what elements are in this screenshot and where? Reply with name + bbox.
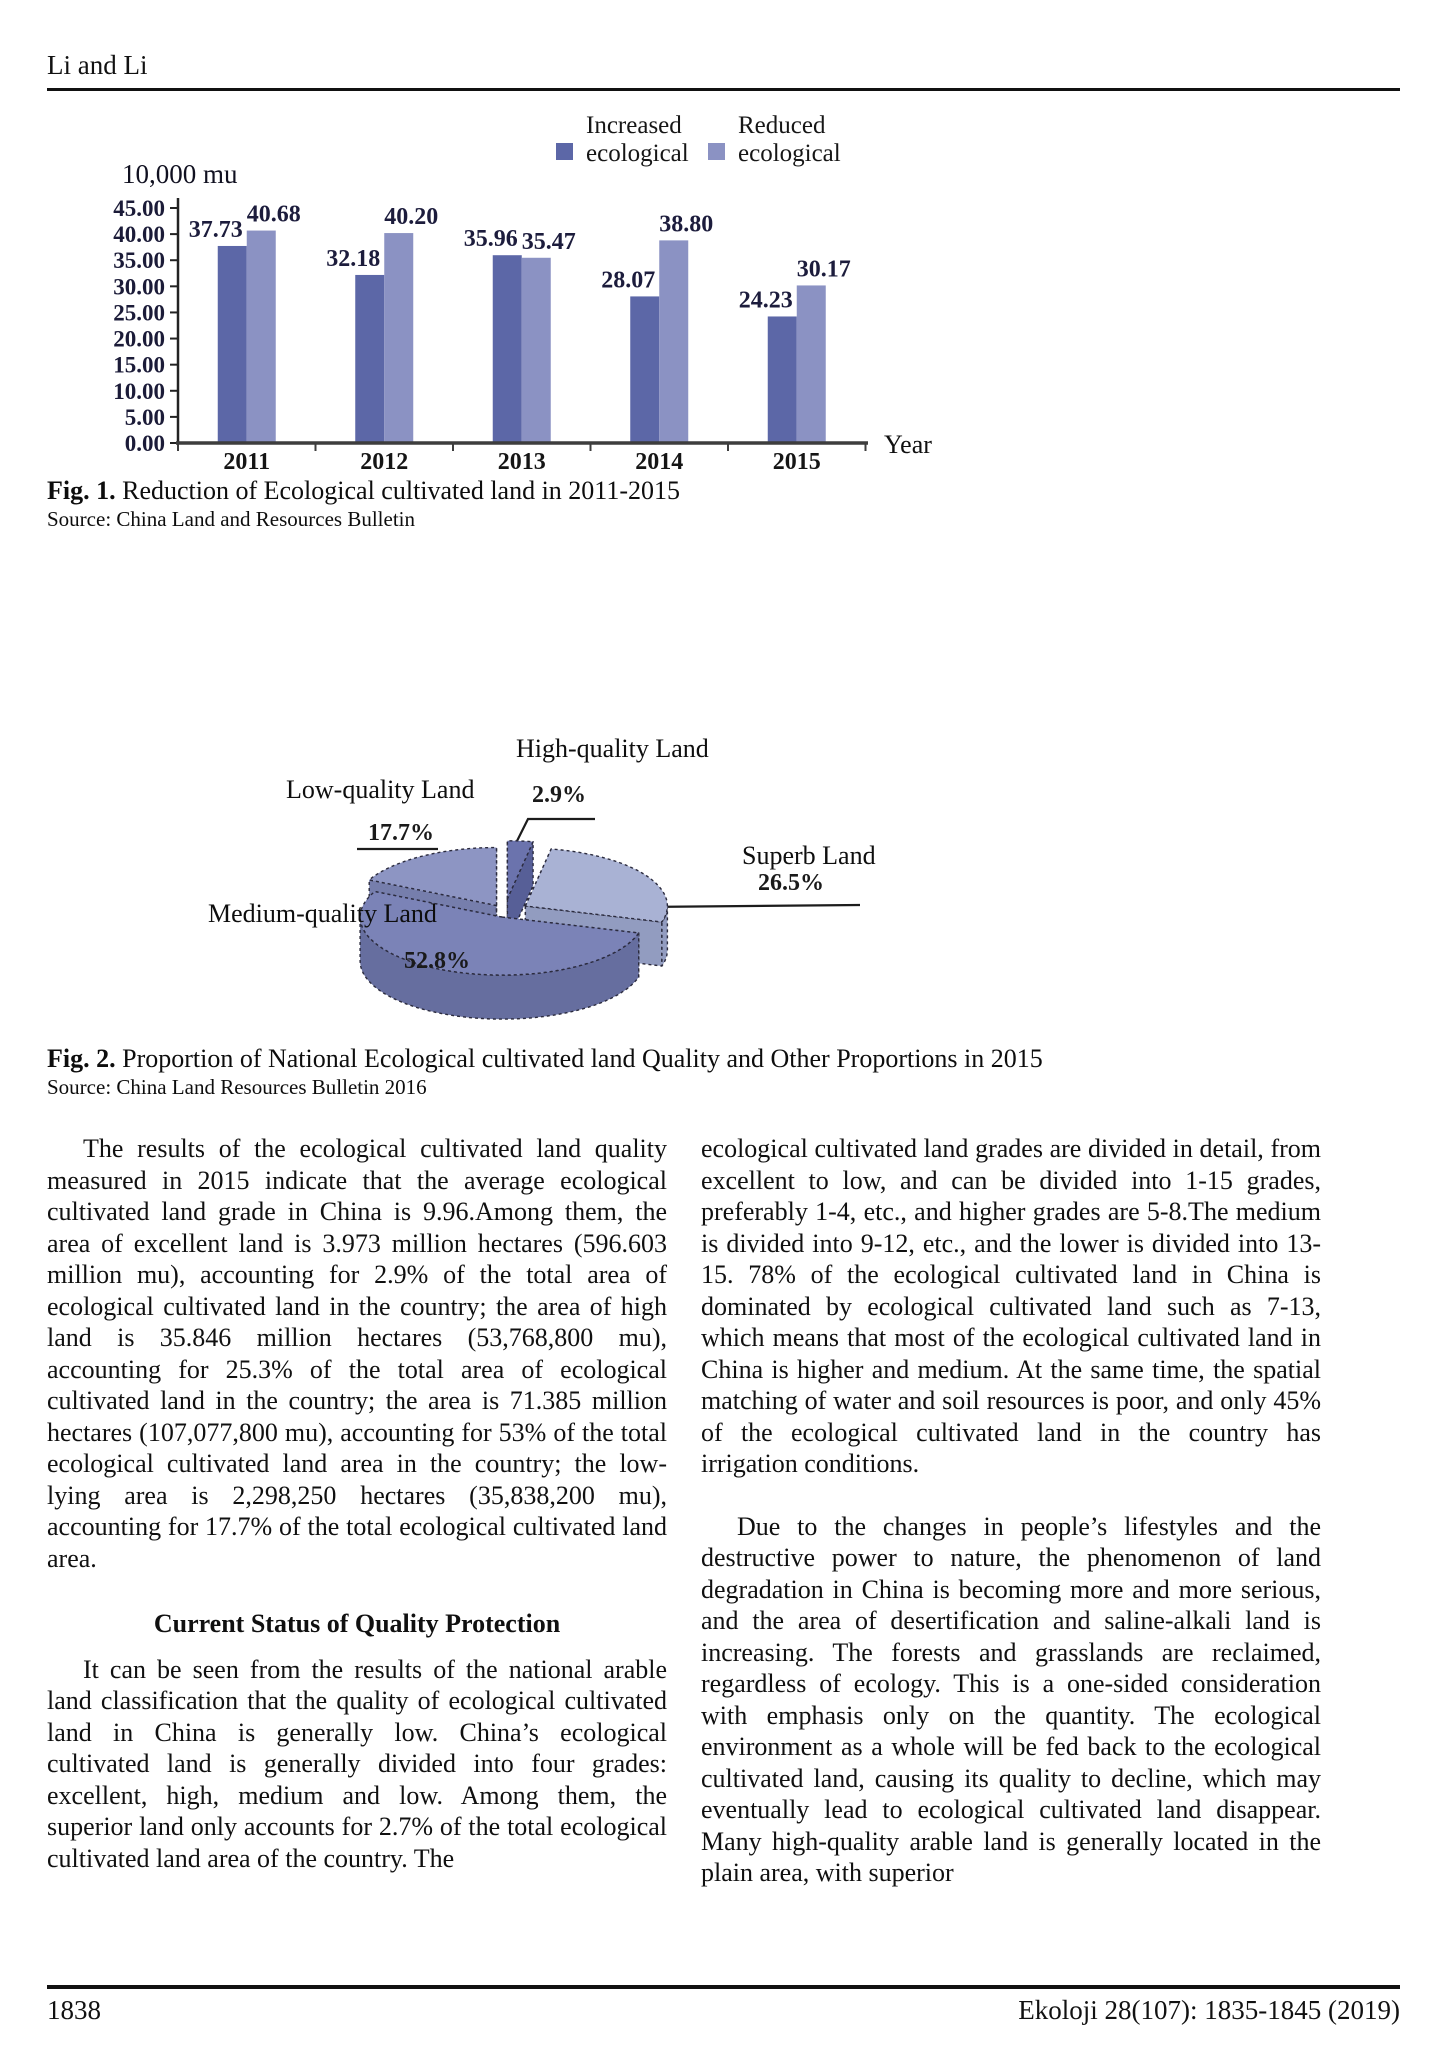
x-tick-label: 2011 [223, 449, 271, 475]
pie-value-high-quality: 2.9% [532, 782, 586, 808]
x-tick-label: 2013 [497, 449, 546, 475]
bar-2013-1 [522, 258, 551, 443]
header-rule [47, 88, 1400, 91]
pie-value-low-quality: 17.7% [368, 820, 434, 846]
pie-label-superb: Superb Land [742, 841, 876, 870]
y-tick-label: 0.00 [124, 431, 165, 456]
legend-swatch-reduced [708, 143, 725, 160]
bar-2014-1 [659, 240, 688, 443]
y-tick-label: 10.00 [113, 378, 165, 404]
bar-value-label: 30.17 [796, 256, 851, 283]
bar-2015-0 [768, 316, 797, 443]
section-heading: Current Status of Quality Protection [153, 1609, 561, 1638]
paragraph: ecological cultivated land grades are divided in detail, from excellent to low, and can be divided into 1-15 grades, preferably 1-4, etc., and higher grades are 5-8.The medium is divided into 9-12, etc., and the lower is divided into 13-15. 78% of the ecological cultivated land in China is dominated by ecological cultivated land such as 7-13, which means that most of the ecological cultivated land in China is higher and medium. At the same time, the spatial matching of water and soil resources is poor, and only 45% of the ecological cultivated land in the country has irrigation conditions. [701, 1134, 1321, 1478]
bar-value-label: 40.20 [384, 204, 439, 231]
paragraph: It can be seen from the results of the national arable land classification that the quality of ecological cultivated land in China is generally low. China’s ecological cultivated land is generally divided into four grades: excellent, high, medium and low. Among them, the superior land only accounts for 2.7% of the total ecological cultivated land area of the country. The [47, 1654, 667, 1873]
y-tick-label: 5.00 [124, 404, 165, 430]
y-tick-label: 25.00 [113, 300, 165, 326]
figure1-caption [47, 476, 680, 506]
body-column-right [701, 1133, 1321, 1889]
x-axis-title: Year [884, 430, 932, 459]
bar-2013-0 [493, 255, 522, 443]
bar-2012-1 [384, 233, 413, 443]
pie-label-medium-quality: Medium-quality Land [208, 899, 437, 928]
bar-2011-0 [218, 246, 247, 443]
y-tick-label: 45.00 [113, 196, 165, 221]
legend-entry-increased [556, 112, 706, 168]
figure1-caption-label: Fig. 1. [47, 476, 116, 505]
bar-value-label: 28.07 [601, 267, 656, 294]
x-tick-label: 2015 [772, 449, 821, 475]
pie-value-superb: 26.5% [758, 870, 824, 896]
figure2-pie-chart [180, 733, 940, 1043]
footer-journal-info: Ekoloji 28(107): 1835-1845 (2019) [1018, 1995, 1400, 2025]
legend-entry-reduced [708, 112, 858, 168]
y-tick-label: 40.00 [113, 222, 165, 248]
bar-2014-0 [630, 296, 659, 443]
bar-2012-0 [355, 275, 384, 443]
footer-page-number: 1838 [47, 1995, 101, 2025]
bar-value-label: 35.47 [521, 228, 576, 255]
y-tick-label: 15.00 [113, 352, 165, 378]
figure2-caption-label: Fig. 2. [47, 1044, 116, 1073]
figure1-source: Source: China Land and Resources Bulletin [47, 507, 416, 531]
leader-line [642, 905, 860, 907]
bar-value-label: 32.18 [326, 245, 381, 272]
footer-rule [47, 1985, 1400, 1989]
paragraph: The results of the ecological cultivated land quality measured in 2015 indicate that the average ecological cultivated land grade in China is 9.96.Among them, the area of excellent land is 3.973 million hectares (596.603 million mu), accounting for 2.9% of the total area of ecological cultivated land in the country; the area of high land is 35.846 million hectares (53,768,800 mu), accounting for 25.3% of the total area of ecological cultivated land in the country; the area is 71.385 million hectares (107,077,800 mu), accounting for 53% of the total ecological cultivated land area in the country; the low-lying area is 2,298,250 hectares (35,838,200 mu), accounting for 17.7% of the total ecological cultivated land area. [47, 1134, 667, 1573]
x-tick-label: 2014 [635, 449, 684, 475]
legend-label-reduced: Reduced ecological [738, 112, 841, 167]
y-tick-label: 35.00 [113, 248, 165, 274]
x-tick-label: 2012 [360, 449, 409, 475]
y-tick-label: 30.00 [113, 274, 165, 300]
bar-value-label: 40.68 [246, 201, 301, 228]
figure2-caption-text: Proportion of National Ecological cultivated land Quality and Other Proportions in 2015 [115, 1044, 1043, 1073]
paragraph: Due to the changes in people’s lifestyles and the destructive power to nature, the phenomenon of land degradation in China is becoming more and more serious, and the area of desertification and saline-alkali land is increasing. The forests and grasslands are reclaimed, regardless of ecology. This is a one-sided consideration with emphasis only on the quantity. The ecological environment as a whole will be fed back to the ecological cultivated land, causing its quality to decline, which may eventually lead to ecological cultivated land disappear. Many high-quality arable land is generally located in the plain area, with superior [701, 1511, 1321, 1887]
bar-value-label: 24.23 [738, 287, 793, 314]
figure1-caption-text: Reduction of Ecological cultivated land in 2011-2015 [115, 476, 681, 505]
bar-2011-1 [247, 231, 276, 443]
figure2-source: Source: China Land Resources Bulletin 2016 [47, 1075, 427, 1099]
bar-value-label: 37.73 [188, 216, 243, 243]
body-column-left [47, 1133, 667, 1874]
y-axis-unit-label: 10,000 mu [122, 159, 238, 189]
y-tick-label: 20.00 [113, 326, 165, 352]
pie-label-high-quality: High-quality Land [516, 734, 709, 763]
pie-value-medium-quality: 52.8% [404, 948, 470, 974]
running-head: Li and Li [47, 50, 148, 80]
bar-value-label: 35.96 [463, 226, 518, 253]
pie-label-low-quality: Low-quality Land [286, 775, 475, 804]
bar-2015-1 [797, 285, 826, 443]
legend-label-increased: Increased ecological [586, 112, 689, 167]
legend-swatch-increased [556, 143, 573, 160]
bar-value-label: 38.80 [659, 211, 714, 238]
figure2-caption [47, 1044, 1043, 1074]
